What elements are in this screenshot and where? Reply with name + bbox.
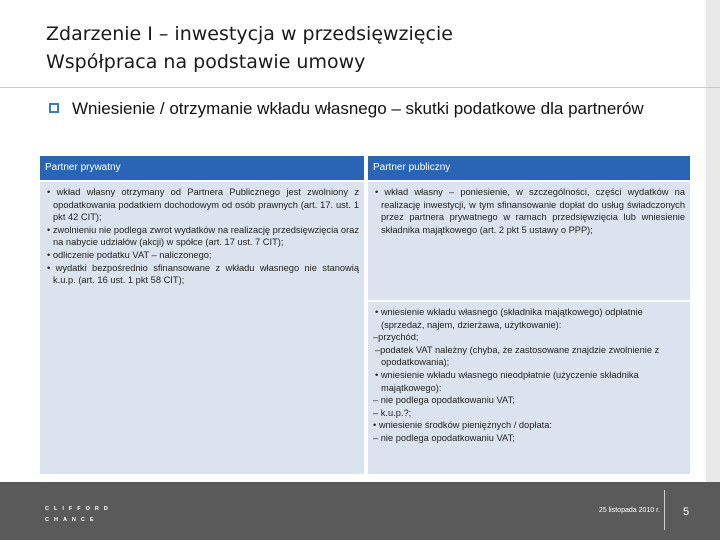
private-item-3: • odliczenie podatku VAT – naliczonego; [47, 249, 212, 260]
public-item-5: – nie podlega opodatkowaniu VAT; [373, 395, 515, 406]
public-item-3: –podatek VAT należny (chyba, że zastosowane znajdzie zwolnienie z opodatkowania); [375, 344, 660, 368]
public-item-2: –przychód; [373, 332, 419, 343]
public-top-item: • wkład własny – poniesienie, w szczególności, części wydatków na realizację inwestycji, w tym sfinansowanie dopłat do usług świadczonych przez partnera prywatnego w ramach przedsięwzięcia lub wniesienie składnika majątkowego (art. 2 pkt 5 ustawy o PPP); [375, 187, 685, 235]
cell-public-bottom [368, 302, 690, 474]
checkbox-bullet-icon [49, 103, 59, 113]
clifford-chance-logo [45, 504, 113, 526]
logo-line-1: CLIFFORD [45, 506, 113, 512]
comparison-table [40, 156, 690, 474]
public-item-4: • wniesienie wkładu własnego nieodpłatnie (użyczenie składnika majątkowego): [375, 369, 639, 393]
page-number: 5 [682, 506, 690, 518]
slide-title-line-1: Zdarzenie I – inwestycja w przedsięwzięcie [46, 23, 453, 45]
slide-title [46, 20, 453, 76]
footer-divider [664, 490, 665, 530]
header-partner-private: Partner prywatny [40, 156, 364, 180]
public-item-7: • wniesienie środków pieniężnych / dopłata: [373, 420, 552, 431]
header-partner-public: Partner publiczny [368, 156, 690, 180]
footer-date: 25 listopada 2010 r. [598, 507, 660, 514]
public-item-8: – nie podlega opodatkowaniu VAT; [373, 432, 515, 443]
cell-private [40, 182, 364, 474]
private-item-1: • wkład własny otrzymany od Partnera Publicznego jest zwolniony z opodatkowania podatkiem dochodowym od osób prawnych (art. 17. ust. 1 pkt 42 CIT); [47, 187, 359, 223]
private-item-2: • zwolnieniu nie podlega zwrot wydatków na realizację przedsięwzięcia oraz na nabycie udziałów (akcji) w spółce (art. 17 ust. 7 CIT); [47, 224, 359, 248]
public-item-6: – k.u.p.?; [373, 407, 412, 418]
logo-line-2: CHANCE [45, 517, 99, 523]
public-item-1: • wniesienie wkładu własnego (składnika majątkowego) odpłatnie (sprzedaż, najem, dzierżawa, użytkowanie): [375, 307, 643, 330]
right-edge-bar [706, 0, 720, 482]
slide-title-line-2: Współpraca na podstawie umowy [46, 51, 366, 73]
private-item-4: • wydatki bezpośrednio sfinansowane z wkładu własnego nie stanowią k.u.p. (art. 16 ust. 1 pkt 58 CIT); [47, 262, 359, 286]
section-heading: Wniesienie / otrzymanie wkładu własnego – skutki podatkowe dla partnerów [72, 99, 644, 118]
title-divider [0, 87, 720, 88]
cell-public-top [368, 182, 690, 300]
